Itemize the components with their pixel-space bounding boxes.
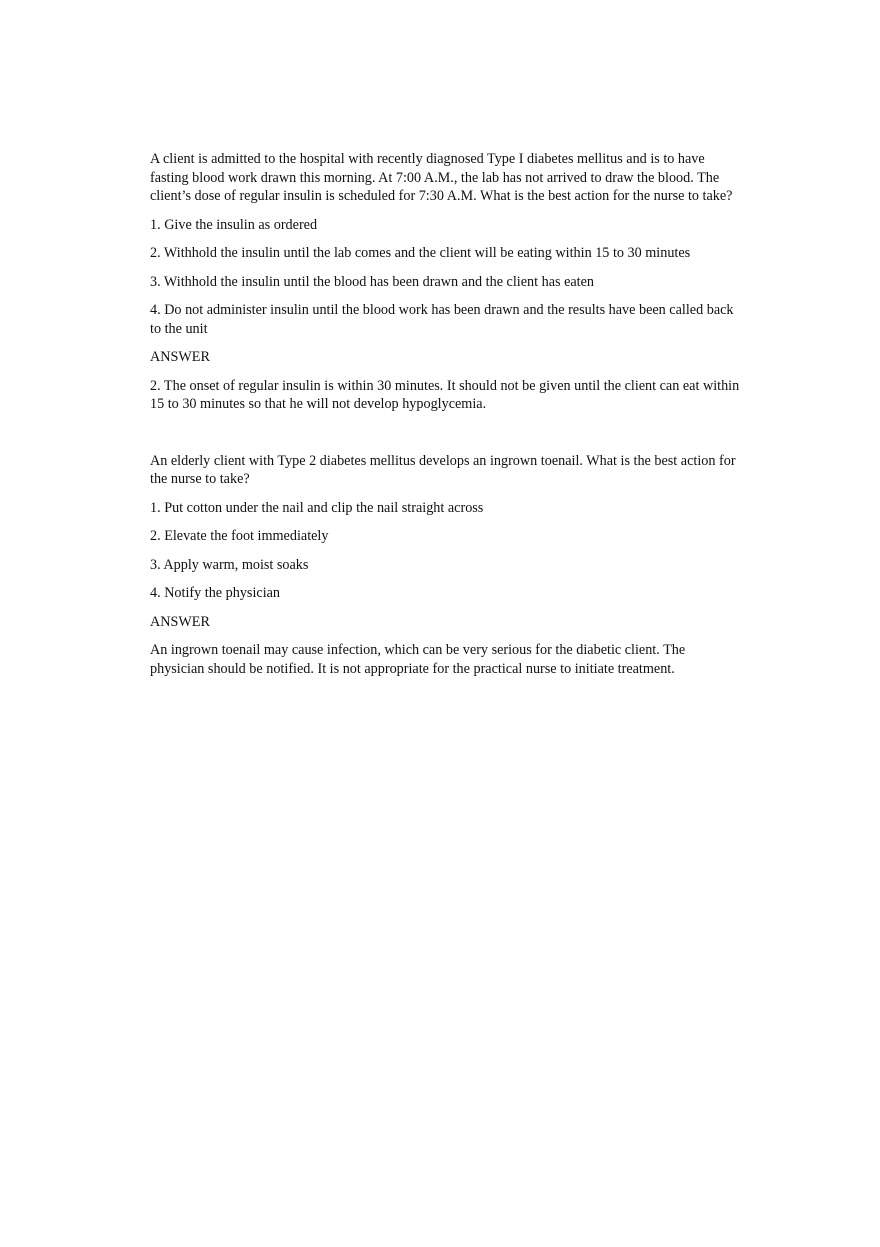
document-page bbox=[150, 150, 740, 688]
answer-option: 1. Put cotton under the nail and clip the nail straight across bbox=[150, 499, 484, 516]
answer-heading: ANSWER bbox=[150, 613, 210, 630]
question-stem: An elderly client with Type 2 diabetes mellitus develops an ingrown toenail. What is the best action for the nurse to take? bbox=[150, 452, 736, 487]
answer-explanation: An ingrown toenail may cause infection, which can be very serious for the diabetic client. The physician should be notified. It is not appropriate for the practical nurse to initiate treatment. bbox=[150, 642, 686, 677]
answer-heading: ANSWER bbox=[150, 349, 210, 365]
answer-explanation: 2. The onset of regular insulin is within 30 minutes. It should not be given until the client can eat within 15 to 30 minutes so that he will not develop hypoglycemia. bbox=[150, 377, 740, 412]
answer-option: 4. Notify the physician bbox=[150, 585, 281, 601]
question-stem: A client is admitted to the hospital with recently diagnosed Type I diabetes mellitus and is to have fasting blood work drawn this morning. At 7:00 A.M., the lab has not arrived to draw the blood. The client’s dose of regular insulin is scheduled for 7:30 A.M. What is the best action for the nurse to take? bbox=[150, 151, 733, 204]
question-block-1 bbox=[150, 150, 740, 414]
question-block-2 bbox=[150, 452, 740, 679]
answer-option: 1. Give the insulin as ordered bbox=[150, 216, 318, 233]
answer-option: 2. Withhold the insulin until the lab comes and the client will be eating within 15 to 30 minutes bbox=[150, 245, 691, 261]
answer-option: 3. Withhold the insulin until the blood has been drawn and the client has eaten bbox=[150, 273, 595, 290]
answer-option: 2. Elevate the foot immediately bbox=[150, 528, 329, 544]
answer-option: 3. Apply warm, moist soaks bbox=[150, 556, 309, 573]
answer-option: 4. Do not administer insulin until the blood work has been drawn and the results have been called back to the unit bbox=[150, 302, 734, 337]
